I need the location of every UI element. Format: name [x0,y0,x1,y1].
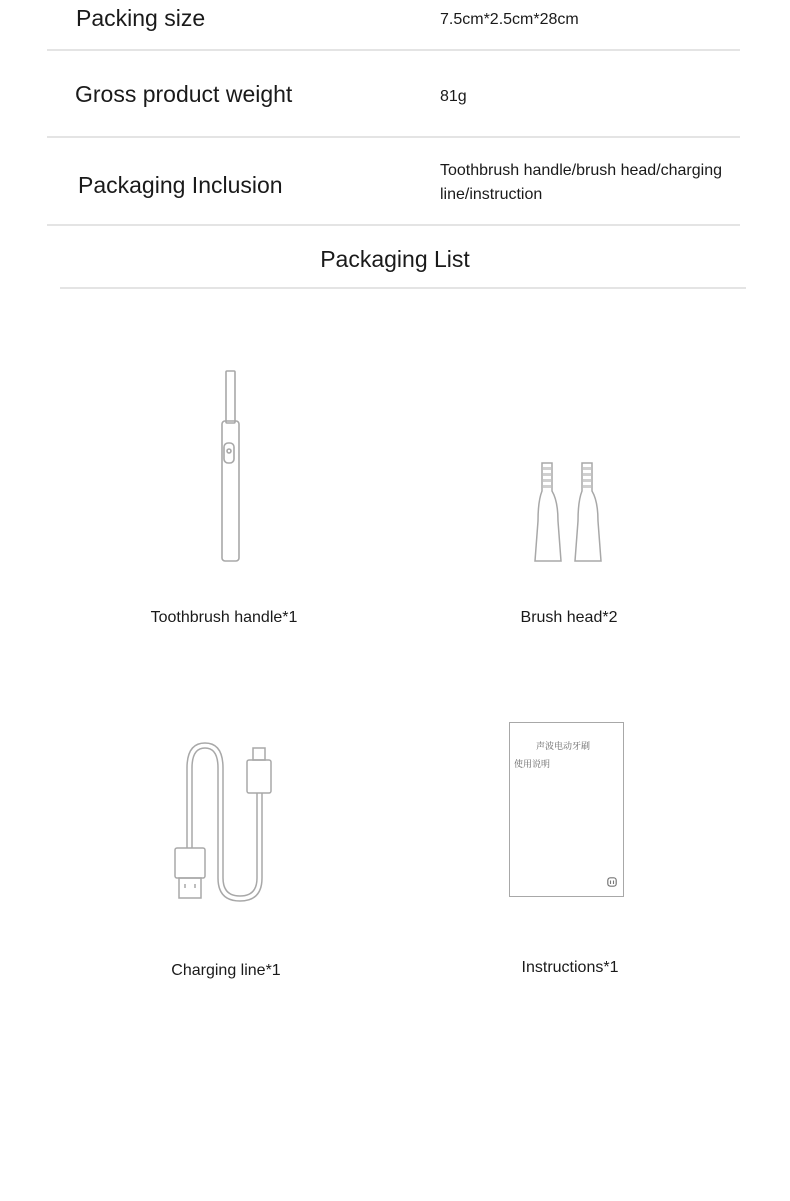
spec-value-packaging-inclusion [440,159,780,207]
spec-value-line: Toothbrush handle/brush head/charging [440,162,722,179]
spec-value-packing-size: 7.5cm*2.5cm*28cm [440,11,579,28]
item-caption: Brush head*2 [520,609,618,626]
manual-cover-title: 声波电动牙刷 [536,742,591,752]
item-caption: Charging line*1 [171,962,281,979]
toothbrush-handle-icon [210,365,250,565]
manual-cover-subtitle: 使用说明 [514,760,551,770]
instruction-manual-icon [509,722,624,897]
divider [47,49,740,51]
item-caption: Instructions*1 [521,959,619,976]
spec-label-gross-weight: Gross product weight [75,81,293,107]
spec-value-line: line/instruction [440,186,543,203]
spec-value-gross-weight: 81g [440,88,467,105]
item-caption: Toothbrush handle*1 [150,609,298,626]
divider [47,136,740,138]
charging-cable-icon [165,738,285,908]
spec-label-packaging-inclusion: Packaging Inclusion [78,172,283,198]
divider [60,287,746,289]
packaging-list-title: Packaging List [320,246,470,272]
mi-logo-icon [607,877,617,887]
brush-heads-icon [530,455,610,570]
divider [47,224,740,226]
spec-label-packing-size: Packing size [76,5,206,31]
